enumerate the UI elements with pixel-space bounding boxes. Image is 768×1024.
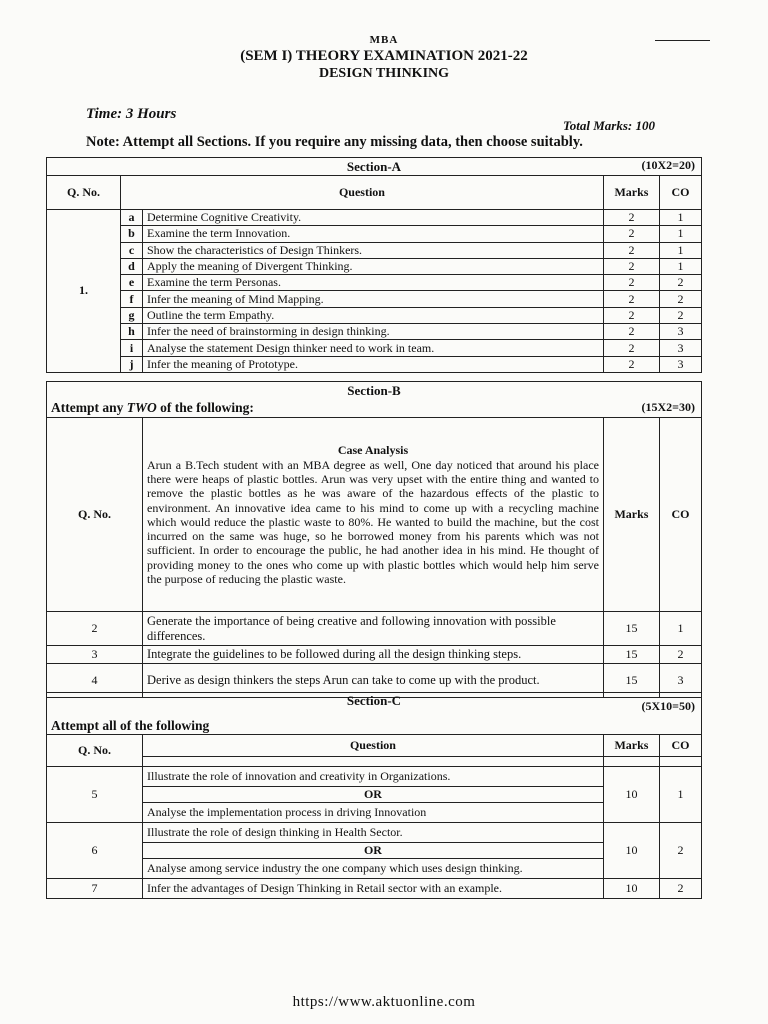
question-letter: f: [121, 291, 143, 307]
question-text-alt: Analyse among service industry the one company which uses design thinking.: [143, 859, 604, 879]
section-b-title: Section-B: [347, 383, 401, 399]
table-row: [47, 879, 702, 899]
section-a-table: [46, 157, 702, 373]
section-a-marks: (10X2=20): [641, 158, 695, 172]
question-co: 2: [659, 275, 701, 291]
question-marks: 2: [603, 324, 659, 340]
question-co: 1: [659, 258, 701, 274]
question-marks: 2: [603, 242, 659, 258]
table-row: [47, 767, 702, 787]
exam-duration: Time: 3 Hours: [86, 106, 177, 122]
section-b-heading: [47, 382, 702, 400]
question-text: Generate the importance of being creative and following innovation with possible differences.: [143, 612, 604, 646]
table-row: [47, 843, 702, 859]
section-b-table: [46, 381, 702, 698]
question-text: Illustrate the role of innovation and creativity in Organizations.: [143, 767, 604, 787]
question-text: Integrate the guidelines to be followed during all the design thinking steps.: [143, 646, 604, 664]
table-row: [47, 226, 702, 242]
col-qno: Q. No.: [47, 418, 143, 612]
question-text: Apply the meaning of Divergent Thinking.: [143, 258, 604, 274]
course-title: MBA: [369, 34, 399, 46]
table-row: [47, 356, 702, 372]
col-marks: Marks: [603, 735, 659, 757]
question-co: 3: [659, 664, 701, 698]
question-text: Infer the need of brainstorming in design thinking.: [143, 324, 604, 340]
question-marks: 2: [603, 226, 659, 242]
question-letter: g: [121, 307, 143, 323]
table-row: [47, 787, 702, 803]
question-letter: j: [121, 356, 143, 372]
question-marks: 2: [603, 356, 659, 372]
question-letter: b: [121, 226, 143, 242]
question-letter: a: [121, 210, 143, 226]
exam-title: (SEM I) THEORY EXAMINATION 2021-22: [240, 48, 528, 64]
question-letter: e: [121, 275, 143, 291]
question-co: 2: [659, 823, 701, 879]
question-text: Outline the term Empathy.: [143, 307, 604, 323]
question-marks: 2: [603, 291, 659, 307]
question-marks: 2: [603, 275, 659, 291]
table-row: [47, 324, 702, 340]
question-co: 1: [659, 226, 701, 242]
or-separator: OR: [143, 787, 604, 803]
section-b-attempt: Attempt any TWO of the following:: [51, 400, 254, 416]
question-text: Infer the meaning of Mind Mapping.: [143, 291, 604, 307]
question-text: Derive as design thinkers the steps Arun can take to come up with the product.: [143, 664, 604, 698]
section-c-table: [46, 692, 702, 899]
col-marks: Marks: [603, 176, 659, 210]
section-c-attempt: Attempt all of the following: [51, 718, 210, 733]
instruction-note: Note: Attempt all Sections. If you require any missing data, then choose suitably.: [86, 134, 583, 150]
section-c-title: Section-C: [346, 693, 402, 709]
question-co: 2: [659, 646, 701, 664]
question-co: 3: [659, 356, 701, 372]
col-co: CO: [659, 418, 701, 612]
question-marks: 10: [603, 823, 659, 879]
question-text: Infer the advantages of Design Thinking in Retail sector with an example.: [143, 879, 604, 899]
question-co: 1: [659, 612, 701, 646]
question-co: 1: [659, 242, 701, 258]
table-row: [47, 242, 702, 258]
section-b-marks: (15X2=30): [641, 399, 695, 414]
question-letter: d: [121, 258, 143, 274]
question-number: 2: [47, 612, 143, 646]
question-co: 1: [659, 210, 701, 226]
table-row: [47, 859, 702, 879]
question-text-alt: Analyse the implementation process in driving Innovation: [143, 803, 604, 823]
question-marks: 10: [603, 767, 659, 823]
case-title: Case Analysis: [337, 443, 409, 458]
question-marks: 15: [603, 664, 659, 698]
question-number: 1.: [47, 210, 121, 373]
section-c-marks: (5X10=50): [641, 699, 695, 713]
question-text: Examine the term Innovation.: [143, 226, 604, 242]
question-co: 3: [659, 324, 701, 340]
question-text: Examine the term Personas.: [143, 275, 604, 291]
table-row: [47, 291, 702, 307]
section-c-instruction: [47, 709, 702, 735]
col-question: Question: [121, 176, 604, 210]
table-row: [47, 803, 702, 823]
col-marks: Marks: [603, 418, 659, 612]
question-co: 2: [659, 291, 701, 307]
question-letter: c: [121, 242, 143, 258]
question-number: 6: [47, 823, 143, 879]
case-analysis: [143, 418, 604, 612]
corner-mark: [655, 40, 710, 41]
section-a-title: Section-A: [346, 159, 402, 174]
section-a-heading: [47, 158, 702, 176]
question-letter: i: [121, 340, 143, 356]
question-marks: 2: [603, 258, 659, 274]
col-question: Question: [143, 735, 604, 757]
table-row: [47, 612, 702, 646]
question-letter: h: [121, 324, 143, 340]
case-text: Arun a B.Tech student with an MBA degree as well, One day noticed that around his place there were heaps of plastic bottles. Arun was very upset with the entire thing and wanted to remove the plastic bottles as he was aware of the hazardous effects of the plastic to environment. An innovative idea came to his mind to come up with a recycling machine which would reduce the plastic waste to 80%. He wanted to build the machine, but the cost incurred on the same was huge, so he borrowed money from his parents which was not sufficient. In order to encourage the public, he had another idea in his mind. He thought of providing money to the ones who come up with plastic bottles which would help him serve the purpose of reducing the plastic waste.: [147, 458, 599, 586]
question-text: Infer the meaning of Prototype.: [143, 356, 604, 372]
question-text: Determine Cognitive Creativity.: [143, 210, 604, 226]
question-co: 2: [659, 879, 701, 899]
col-co: CO: [659, 735, 701, 757]
section-b-instruction: [47, 400, 702, 418]
table-row: [47, 307, 702, 323]
or-separator: OR: [143, 843, 604, 859]
question-marks: 15: [603, 646, 659, 664]
question-marks: 2: [603, 210, 659, 226]
col-co: CO: [659, 176, 701, 210]
table-row: [47, 823, 702, 843]
question-text: Show the characteristics of Design Thinkers.: [143, 242, 604, 258]
question-number: 4: [47, 664, 143, 698]
question-co: 1: [659, 767, 701, 823]
question-marks: 2: [603, 340, 659, 356]
table-row: [47, 340, 702, 356]
question-text: Illustrate the role of design thinking in Health Sector.: [143, 823, 604, 843]
question-co: 2: [659, 307, 701, 323]
col-qno: Q. No.: [47, 176, 121, 210]
question-number: 3: [47, 646, 143, 664]
question-marks: 15: [603, 612, 659, 646]
table-row: [47, 275, 702, 291]
footer-url: https://www.aktuonline.com: [292, 994, 476, 1010]
question-co: 3: [659, 340, 701, 356]
table-row: [47, 210, 702, 226]
subject-title: DESIGN THINKING: [318, 66, 450, 81]
table-row: [47, 646, 702, 664]
question-text: Analyse the statement Design thinker need to work in team.: [143, 340, 604, 356]
question-marks: 10: [603, 879, 659, 899]
total-marks: Total Marks: 100: [563, 118, 655, 133]
question-marks: 2: [603, 307, 659, 323]
col-qno: Q. No.: [47, 735, 143, 767]
section-c-heading: [47, 693, 702, 713]
question-number: 5: [47, 767, 143, 823]
table-row: [47, 258, 702, 274]
question-number: 7: [47, 879, 143, 899]
